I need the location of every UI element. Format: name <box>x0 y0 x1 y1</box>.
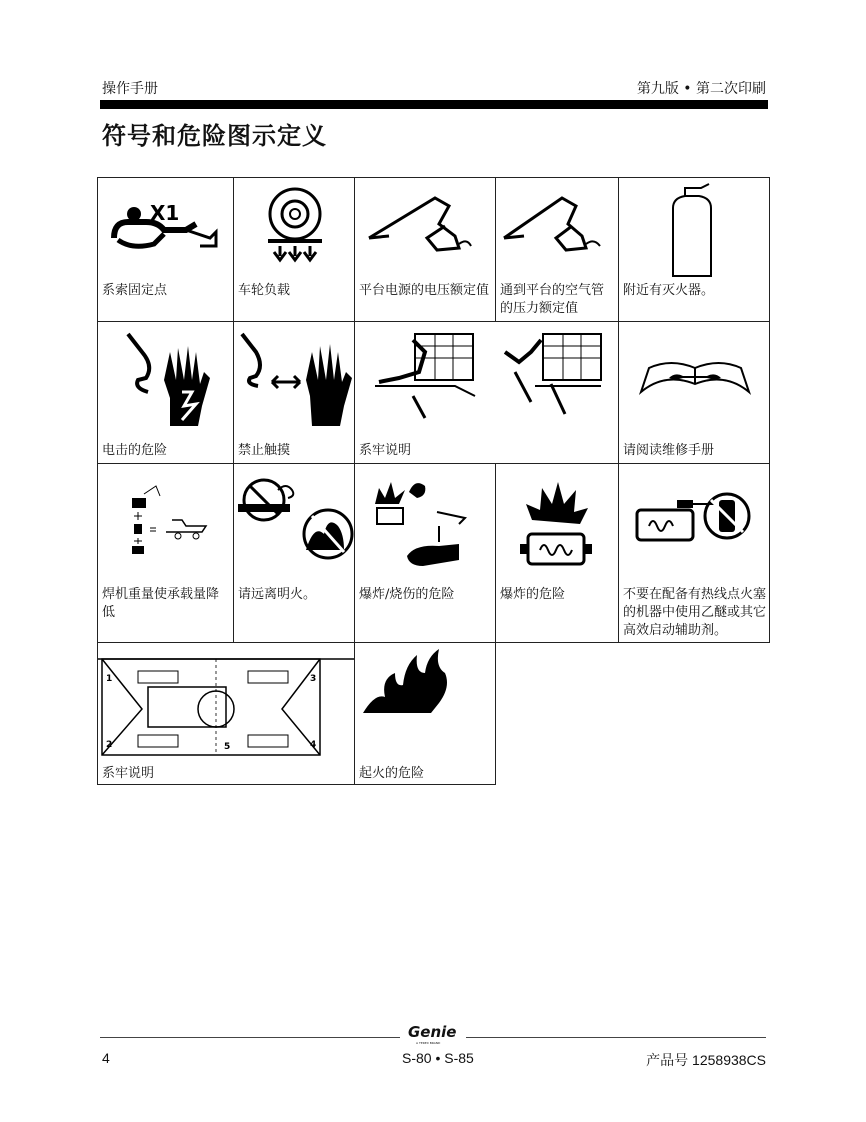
svg-text:5: 5 <box>224 742 231 752</box>
svg-text:3: 3 <box>310 674 317 684</box>
symbol-cell-electrocution <box>97 321 234 464</box>
wheel-load-icon <box>234 178 356 278</box>
caption-no-open-flame: 请远离明火。 <box>238 587 317 602</box>
symbol-cell-tie-down <box>97 177 234 322</box>
svg-text:1: 1 <box>106 674 113 684</box>
caption-air-pressure: 通到平台的空气管的压力额定值 <box>500 283 605 316</box>
genie-logo-subtitle: A TEREX BRAND <box>416 1041 441 1045</box>
symbol-cell-wheel-load <box>233 177 355 322</box>
header-edition: 第九版 • 第二次印刷 <box>636 81 766 97</box>
symbol-cell-tie-down-instructions <box>354 321 619 464</box>
header-manual-title: 操作手册 <box>102 81 158 97</box>
symbol-cell-extinguisher <box>618 177 770 322</box>
symbol-cell-explosion-burn <box>354 463 496 643</box>
caption-read-manual: 请阅读维修手册 <box>623 443 715 458</box>
platform-tie-down-icon <box>355 322 620 437</box>
caption-electrocution: 电击的危险 <box>102 443 168 458</box>
symbol-cell-read-manual <box>618 321 770 464</box>
welder-weight-icon <box>98 464 235 584</box>
footer-rule-left <box>100 1037 400 1038</box>
caption-fire-hazard: 起火的危险 <box>359 766 425 781</box>
tie-down-icon <box>98 178 235 278</box>
caption-tie-down-diagram: 系牢说明 <box>102 766 155 781</box>
symbol-cell-no-open-flame <box>233 463 355 643</box>
no-ether-icon <box>619 464 771 584</box>
read-manual-icon <box>619 322 771 437</box>
caption-platform-voltage: 平台电源的电压额定值 <box>359 283 490 298</box>
caption-wheel-load: 车轮负载 <box>238 283 291 298</box>
flame-icon <box>355 643 497 761</box>
page-title: 符号和危险图示定义 <box>102 122 327 150</box>
caption-tie-down: 系索固定点 <box>102 283 168 298</box>
symbol-cell-welder-weight <box>97 463 234 643</box>
caption-explosion: 爆炸的危险 <box>500 587 566 602</box>
footer-part-number: 产品号 1258938CS <box>646 1052 766 1068</box>
caption-explosion-burn: 爆炸/烧伤的危险 <box>359 587 455 602</box>
platform-power-icon <box>355 178 497 278</box>
symbol-cell-air-pressure <box>495 177 619 322</box>
symbol-cell-fire-hazard <box>354 642 496 785</box>
symbol-cell-no-ether <box>618 463 770 643</box>
header-bar <box>100 100 768 109</box>
fire-extinguisher-icon <box>619 178 771 278</box>
svg-text:2: 2 <box>106 740 113 750</box>
genie-logo: Genie <box>408 1023 457 1041</box>
footer-rule-right <box>466 1037 766 1038</box>
symbol-cell-explosion <box>495 463 619 643</box>
page-number: 4 <box>102 1050 110 1066</box>
symbol-cell-no-touch <box>233 321 355 464</box>
electrocution-hand-icon <box>98 322 235 437</box>
caption-no-touch: 禁止触摸 <box>238 443 291 458</box>
symbol-cell-platform-voltage <box>354 177 496 322</box>
footer-model: S-80 • S-85 <box>402 1050 474 1066</box>
symbol-cell-tie-down-diagram <box>97 642 355 785</box>
no-touch-icon <box>234 322 356 437</box>
svg-text:4: 4 <box>310 740 317 750</box>
battery-explosion-icon <box>355 464 497 584</box>
caption-welder-weight: 焊机重量使承载量降低 <box>102 587 220 620</box>
no-flame-icon <box>234 464 356 584</box>
svg-text:X1: X1 <box>150 201 180 225</box>
tie-down-diagram <box>98 643 356 761</box>
caption-no-ether: 不要在配备有热线点火塞的机器中使用乙醚或其它高效启动辅助剂。 <box>623 587 767 638</box>
caption-tie-down-instructions: 系牢说明 <box>359 443 412 458</box>
platform-airline-icon <box>496 178 620 278</box>
engine-explosion-icon <box>496 464 620 584</box>
caption-extinguisher: 附近有灭火器。 <box>623 283 715 298</box>
